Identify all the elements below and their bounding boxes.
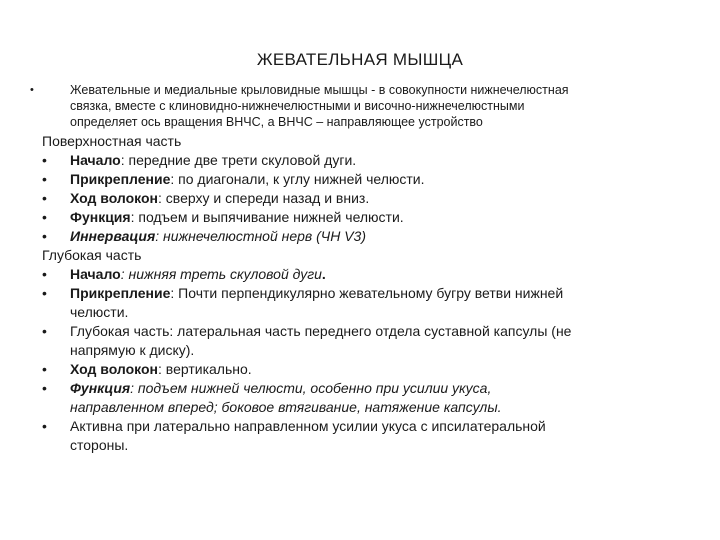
bullet: •	[42, 152, 47, 168]
item-text-line-2: напрямую к диску).	[70, 342, 195, 358]
list-item	[42, 151, 672, 170]
item-text: Активна при латерально направленном усилии укуса с ипсилатеральной	[70, 418, 546, 434]
item-text: : подъем и выпячивание нижней челюсти.	[130, 209, 404, 225]
item-text: : нижнечелюстной нерв (ЧН V3)	[155, 228, 366, 244]
list-item	[42, 189, 672, 208]
item-label: Функция	[70, 209, 131, 225]
slide-title: ЖЕВАТЕЛЬНАЯ МЫШЦА	[256, 50, 464, 69]
list-item	[42, 227, 672, 246]
bullet: •	[42, 266, 47, 282]
list-item	[42, 360, 672, 379]
list-item	[42, 379, 672, 417]
bullet: •	[42, 209, 47, 225]
item-label: Ход волокон	[70, 361, 159, 377]
bullet: •	[42, 228, 47, 244]
bullet: •	[42, 323, 47, 339]
list-item	[42, 322, 672, 360]
item-label: Функция	[70, 380, 131, 396]
item-text-line-2: направленном вперед; боковое втягивание, натяжение капсулы.	[70, 399, 502, 415]
item-text: : Почти перпендикулярно жевательному бугру ветви нижней	[170, 285, 564, 301]
list-item	[42, 265, 672, 284]
bullet: •	[42, 171, 47, 187]
item-label: Ход волокон	[70, 190, 159, 206]
superficial-heading: Поверхностная часть	[42, 133, 182, 149]
item-text: : вертикально.	[158, 361, 252, 377]
item-tail: .	[321, 266, 326, 282]
bullet: •	[42, 285, 47, 301]
item-text: : по диагонали, к углу нижней челюсти.	[170, 171, 425, 187]
intro-line-3: определяет ось вращения ВНЧС, а ВНЧС – направляющее устройство	[70, 115, 483, 129]
item-text: : нижняя треть скуловой дуги	[120, 266, 322, 282]
intro-paragraph	[30, 82, 680, 130]
item-label: Прикрепление	[70, 285, 171, 301]
item-text: : передние две трети скуловой дуги.	[120, 152, 357, 168]
item-label: Прикрепление	[70, 171, 171, 187]
item-text: Глубокая часть: латеральная часть переднего отдела суставной капсулы (не	[70, 323, 572, 339]
item-label: Начало	[70, 266, 121, 282]
bullet: •	[42, 380, 47, 396]
item-text: : подъем нижней челюсти, особенно при усилии укуса,	[130, 380, 492, 396]
bullet: •	[42, 361, 47, 377]
deep-heading: Глубокая часть	[42, 247, 142, 263]
item-label: Иннервация	[70, 228, 156, 244]
list-item	[42, 417, 672, 455]
bullet: •	[42, 418, 47, 434]
item-label: Начало	[70, 152, 121, 168]
item-text: : сверху и спереди назад и вниз.	[158, 190, 370, 206]
intro-line-2: связка, вместе с клиновидно-нижнечелюстными и височно-нижнечелюстными	[70, 99, 525, 113]
intro-bullet: •	[30, 84, 34, 96]
bullet: •	[42, 190, 47, 206]
list-item	[42, 284, 672, 322]
content-body	[42, 132, 672, 455]
item-text-line-2: челюсти.	[70, 304, 129, 320]
list-item	[42, 208, 672, 227]
list-item	[42, 170, 672, 189]
intro-line-1: Жевательные и медиальные крыловидные мышцы - в совокупности нижнечелюстная	[70, 83, 569, 97]
item-text-line-2: стороны.	[70, 437, 129, 453]
